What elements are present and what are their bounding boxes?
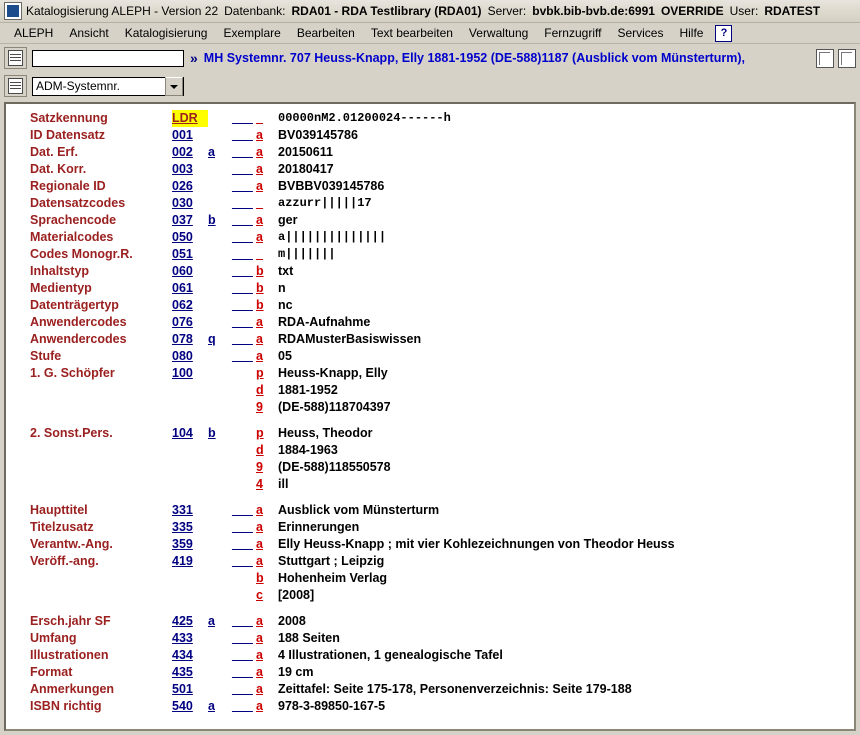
record-row[interactable] [6,613,854,630]
field-value[interactable]: 4 Illustrationen, 1 genealogische Tafel [278,648,503,662]
field-label: Anwendercodes [30,315,127,329]
go-arrow-button[interactable]: » [190,50,196,66]
field-subfield-code[interactable]: 4 [256,477,263,491]
field-label: Datensatzcodes [30,196,126,210]
record-row[interactable] [6,331,854,348]
record-row[interactable] [6,442,854,459]
record-row[interactable] [6,212,854,229]
record-row[interactable] [6,280,854,297]
record-row[interactable] [6,365,854,382]
record-row[interactable] [6,698,854,715]
index-select[interactable] [32,77,184,96]
field-label: Dat. Erf. [30,145,78,159]
record-title: MH Systemnr. 707 Heuss-Knapp, Elly 1881-1952 (DE-588)1187 (Ausblick vom Münsterturm), [203,51,745,65]
field-value[interactable]: azzurr|||||17 [278,196,372,210]
field-subfield-code[interactable]: a [256,145,263,159]
field-label: Anmerkungen [30,682,115,696]
field-indicator-2[interactable]: ___ [232,298,253,312]
field-indicator-2[interactable]: ___ [232,665,253,679]
field-tag[interactable]: 062 [172,298,193,312]
field-subfield-code[interactable]: d [256,383,264,397]
field-tag[interactable]: 540 [172,699,193,713]
field-indicator-2[interactable]: ___ [232,128,253,142]
titlebar-user-label: User: [729,4,759,18]
field-tag[interactable]: 335 [172,520,193,534]
field-tag[interactable]: 026 [172,179,193,193]
field-tag[interactable]: 030 [172,196,193,210]
field-subfield-code[interactable]: a [256,537,263,551]
field-label: Medientyp [30,281,92,295]
menu-item-ansicht[interactable]: Ansicht [69,26,109,40]
field-label: Titelzusatz [30,520,94,534]
record-row[interactable] [6,399,854,416]
field-subfield-code[interactable]: p [256,426,264,440]
field-value[interactable]: nc [278,298,293,312]
toolbar-right-icons [812,49,856,68]
field-label: 2. Sonst.Pers. [30,426,113,440]
field-label: Satzkennung [30,111,108,125]
field-indicator-1[interactable]: b [208,213,216,227]
list-icon[interactable] [4,75,27,97]
record-row-spacer [6,416,854,425]
toolbar-row-2 [0,72,860,102]
titlebar-server-value: bvbk.bib-bvb.de:6991 [532,4,655,18]
field-indicator-2[interactable]: ___ [232,196,253,210]
field-tag[interactable]: 001 [172,128,193,142]
field-indicator-2[interactable]: ___ [232,682,253,696]
field-value[interactable]: 2008 [278,614,306,628]
field-subfield-code[interactable]: 9 [256,400,263,414]
menu-item-katalogisierung[interactable]: Katalogisierung [124,26,208,40]
field-tag[interactable]: 359 [172,537,193,551]
field-subfield-code[interactable]: a [256,614,263,628]
field-indicator-2[interactable]: ___ [232,554,253,568]
field-label: Dat. Korr. [30,162,87,176]
field-value[interactable]: Heuss-Knapp, Elly [278,366,388,380]
field-indicator-2[interactable]: ___ [232,614,253,628]
field-tag[interactable]: 051 [172,247,193,261]
field-indicator-2[interactable]: ___ [232,349,253,363]
field-value[interactable]: 188 Seiten [278,631,340,645]
field-subfield-code[interactable]: a [256,631,263,645]
field-value[interactable]: a|||||||||||||| [278,230,387,244]
field-indicator-2[interactable]: ___ [232,537,253,551]
field-tag[interactable]: LDR [172,110,208,127]
field-subfield-code[interactable]: a [256,162,263,176]
record-row[interactable] [6,348,854,365]
record-row[interactable] [6,144,854,161]
field-indicator-2[interactable]: ___ [232,179,253,193]
field-subfield-code[interactable]: b [256,264,264,278]
titlebar-app-version: Katalogisierung ALEPH - Version 22 [26,4,219,18]
field-label: Materialcodes [30,230,114,244]
field-label: 1. G. Schöpfer [30,366,115,380]
record-row[interactable] [6,263,854,280]
record-row[interactable] [6,195,854,212]
record-row[interactable] [6,229,854,246]
field-indicator-2[interactable]: ___ [232,145,253,159]
field-label: Datenträgertyp [30,298,119,312]
field-label: Verantw.-Ang. [30,537,113,551]
field-indicator-1[interactable]: a [208,699,215,713]
field-label: Ersch.jahr SF [30,614,111,628]
field-tag[interactable]: 331 [172,503,193,517]
window-titlebar [0,0,860,23]
record-row[interactable] [6,161,854,178]
field-tag[interactable]: 037 [172,213,193,227]
menu-item-services[interactable]: Services [617,26,664,40]
field-label: Anwendercodes [30,332,127,346]
field-indicator-1[interactable]: b [208,426,216,440]
field-label: Format [30,665,73,679]
field-subfield-code[interactable]: a [256,648,263,662]
field-subfield-code[interactable]: 9 [256,460,263,474]
document-icon[interactable] [4,47,27,69]
menu-item-verwaltung[interactable]: Verwaltung [468,26,529,40]
menu-item-fernzugriff[interactable]: Fernzugriff [544,26,602,40]
field-indicator-2[interactable]: ___ [232,281,253,295]
field-tag[interactable]: 002 [172,145,193,159]
record-row[interactable] [6,476,854,493]
field-subfield-code[interactable]: a [256,332,263,346]
menu-item-aleph[interactable]: ALEPH [14,26,54,40]
menu-item-hilfe[interactable]: Hilfe [679,26,704,40]
field-tag[interactable]: 435 [172,665,193,679]
field-tag[interactable]: 433 [172,631,193,645]
chevron-down-icon[interactable] [165,77,183,96]
field-label: Inhaltstyp [30,264,90,278]
field-indicator-2[interactable]: ___ [232,111,253,125]
record-row[interactable] [6,314,854,331]
field-subfield-code[interactable]: a [256,682,263,696]
field-subfield-code[interactable]: a [256,315,263,329]
record-row[interactable] [6,519,854,536]
field-subfield-code[interactable]: a [256,349,263,363]
field-subfield-code[interactable]: p [256,366,264,380]
field-value[interactable]: 1884-1963 [278,443,338,457]
record-row[interactable] [6,553,854,570]
field-tag[interactable]: 050 [172,230,193,244]
field-subfield-code[interactable]: a [256,503,263,517]
field-value[interactable]: (DE-588)118550578 [278,460,391,474]
field-subfield-code[interactable]: c [256,588,263,602]
field-indicator-2[interactable]: ___ [232,247,253,261]
field-subfield-code[interactable]: a [256,699,263,713]
field-tag[interactable]: 434 [172,648,193,662]
titlebar-override-flag: OVERRIDE [660,4,724,18]
field-value[interactable]: Heuss, Theodor [278,426,373,440]
field-value[interactable]: RDAMusterBasiswissen [278,332,422,346]
field-value[interactable]: ill [278,477,289,491]
field-label: Codes Monogr.R. [30,247,133,261]
field-indicator-2[interactable]: ___ [232,213,253,227]
field-value[interactable]: 1881-1952 [278,383,338,397]
menu-item-bearbeiten[interactable]: Bearbeiten [296,26,355,40]
field-value[interactable]: Hohenheim Verlag [278,571,388,585]
field-subfield-code[interactable]: a [256,554,263,568]
field-value[interactable]: [2008] [278,588,315,602]
field-subfield-code[interactable]: b [256,281,264,295]
field-value[interactable]: Ausblick vom Münsterturm [278,503,440,517]
field-subfield-code[interactable]: b [256,571,264,585]
record-row[interactable] [6,502,854,519]
field-value[interactable]: Erinnerungen [278,520,360,534]
record-field-list [6,104,854,715]
menubar [0,23,860,44]
record-row[interactable] [6,246,854,263]
field-tag[interactable]: 076 [172,315,193,329]
field-subfield-code[interactable]: a [256,128,263,142]
field-tag[interactable]: 419 [172,554,193,568]
field-value[interactable]: m||||||| [278,247,336,261]
field-tag[interactable]: 061 [172,281,193,295]
menu-item-text-bearbeiten[interactable]: Text bearbeiten [370,26,453,40]
field-subfield-code[interactable]: a [256,213,263,227]
field-tag[interactable]: 080 [172,349,193,363]
field-indicator-1[interactable]: a [208,614,215,628]
field-value[interactable]: Elly Heuss-Knapp ; mit vier Kohlezeichnungen von Theodor Heuss [278,537,675,551]
field-value[interactable]: txt [278,264,294,278]
field-value[interactable]: BV039145786 [278,128,358,142]
field-indicator-2[interactable]: ___ [232,631,253,645]
field-tag[interactable]: 100 [172,366,193,380]
toolbar-row-1 [0,44,860,72]
record-editor-panel[interactable] [4,102,856,731]
field-indicator-2[interactable]: ___ [232,230,253,244]
field-indicator-1[interactable]: a [208,145,215,159]
record-row[interactable] [6,587,854,604]
field-tag[interactable]: 060 [172,264,193,278]
expand-icon[interactable] [838,49,856,68]
index-select-value: ADM-Systemnr. [36,79,121,93]
field-subfield-code[interactable]: a [256,179,263,193]
record-row-spacer [6,604,854,613]
titlebar-database-value: RDA01 - RDA Testlibrary (RDA01) [291,4,482,18]
titlebar-user-value: RDATEST [764,4,821,18]
field-value[interactable]: Zeittafel: Seite 175-178, Personenverzeichnis: Seite 179-188 [278,682,632,696]
record-row[interactable] [6,681,854,698]
field-value[interactable]: 20180417 [278,162,334,176]
field-indicator-2[interactable]: ___ [232,264,253,278]
search-input[interactable] [32,50,184,67]
field-label: Illustrationen [30,648,109,662]
field-tag[interactable]: 104 [172,426,193,440]
field-subfield-code[interactable]: _ [256,196,263,210]
field-label: Umfang [30,631,77,645]
field-label: Veröff.-ang. [30,554,99,568]
field-value[interactable]: n [278,281,286,295]
field-value[interactable]: 978-3-89850-167-5 [278,699,386,713]
field-indicator-2[interactable]: ___ [232,503,253,517]
field-label: ISBN richtig [30,699,102,713]
field-indicator-2[interactable]: ___ [232,315,253,329]
field-value[interactable]: 05 [278,349,292,363]
field-indicator-2[interactable]: ___ [232,332,253,346]
record-row[interactable] [6,459,854,476]
field-subfield-code[interactable]: a [256,520,263,534]
record-row[interactable] [6,110,854,127]
titlebar-server-label: Server: [487,4,527,18]
field-value[interactable]: ger [278,213,298,227]
field-subfield-code[interactable]: a [256,230,263,244]
record-row[interactable] [6,647,854,664]
field-indicator-2[interactable]: ___ [232,648,253,662]
field-subfield-code[interactable]: b [256,298,264,312]
field-label: Haupttitel [30,503,88,517]
field-value[interactable]: RDA-Aufnahme [278,315,371,329]
field-subfield-code[interactable]: a [256,665,263,679]
field-tag[interactable]: 501 [172,682,193,696]
field-indicator-2[interactable]: ___ [232,520,253,534]
field-value[interactable]: 00000nM2.01200024------h [278,111,451,125]
aleph-app-icon [4,2,22,20]
titlebar-database-label: Datenbank: [224,4,286,18]
field-indicator-2[interactable]: ___ [232,162,253,176]
field-tag[interactable]: 003 [172,162,193,176]
field-value[interactable]: (DE-588)118704397 [278,400,391,414]
menu-item-exemplare[interactable]: Exemplare [223,26,281,40]
record-row-spacer [6,493,854,502]
record-row[interactable] [6,664,854,681]
copy-icon[interactable] [816,49,834,68]
field-tag[interactable]: 425 [172,614,193,628]
field-indicator-1[interactable]: q [208,332,216,346]
field-subfield-code[interactable]: d [256,443,264,457]
record-row[interactable] [6,178,854,195]
record-row[interactable] [6,570,854,587]
record-row[interactable] [6,536,854,553]
field-subfield-code[interactable]: _ [256,111,263,125]
field-value[interactable]: Stuttgart ; Leipzig [278,554,385,568]
record-row[interactable] [6,127,854,144]
field-subfield-code[interactable]: _ [256,247,263,261]
record-row[interactable] [6,382,854,399]
record-row[interactable] [6,297,854,314]
record-row[interactable] [6,630,854,647]
field-label: Stufe [30,349,62,363]
help-icon[interactable]: ? [715,25,732,42]
field-value[interactable]: BVBBV039145786 [278,179,385,193]
field-value[interactable]: 19 cm [278,665,314,679]
field-tag[interactable]: 078 [172,332,193,346]
field-indicator-2[interactable]: ___ [232,699,253,713]
field-label: Sprachencode [30,213,117,227]
record-row[interactable] [6,425,854,442]
field-label: Regionale ID [30,179,106,193]
field-value[interactable]: 20150611 [278,145,333,159]
field-label: ID Datensatz [30,128,106,142]
